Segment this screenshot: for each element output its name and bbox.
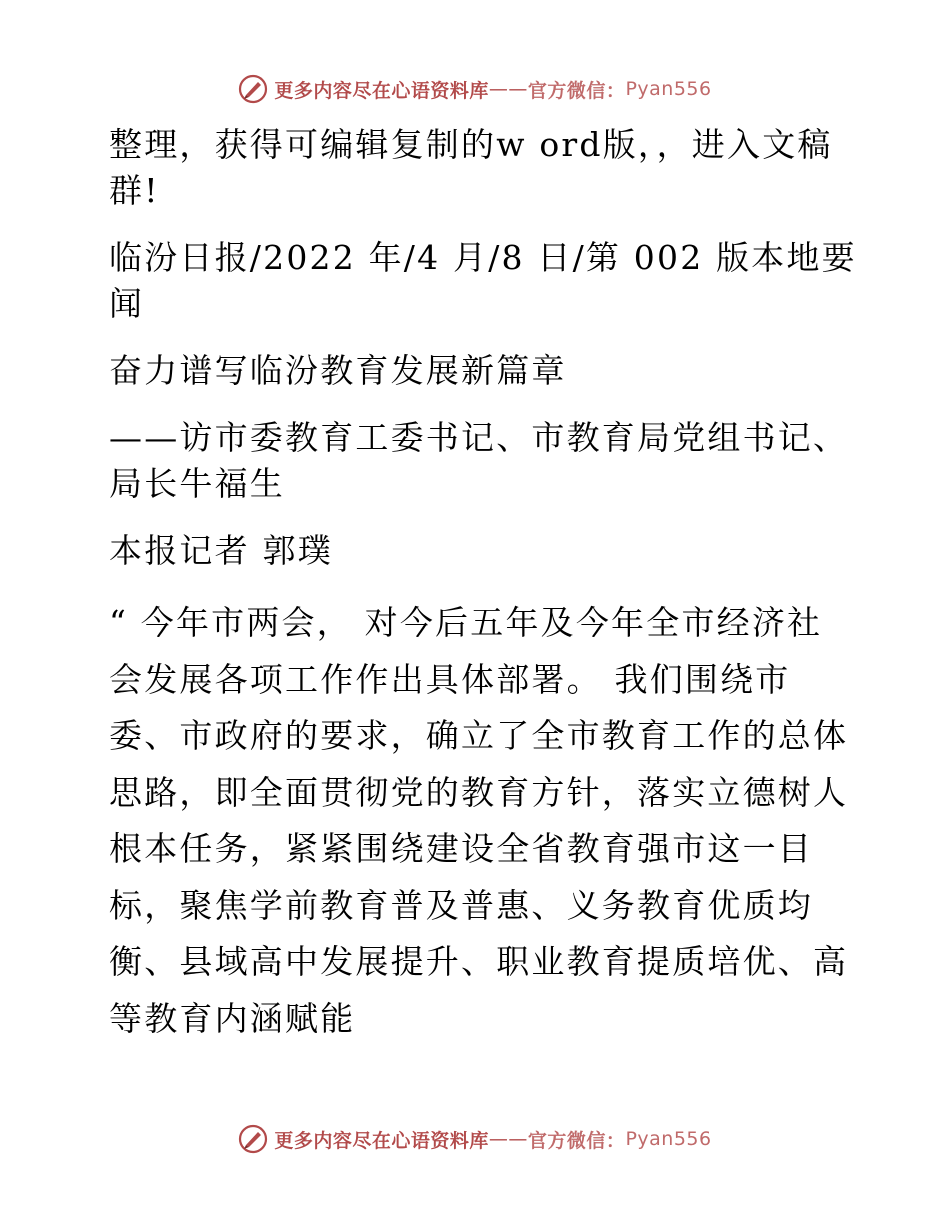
wechat-id: Pyan556	[625, 78, 712, 100]
footer-watermark-banner	[0, 1124, 950, 1154]
wechat-label: 官方微信：	[527, 1129, 626, 1152]
site-name-text: 更多内容尽在心语资料库	[274, 79, 489, 102]
quill-pen-logo-icon	[238, 74, 268, 104]
body-paragraph: “ 今年市两会， 对今后五年及今年全市经济社会发展各项工作作出具体部署。 我们围绕市委、市政府的要求，确立了全市教育工作的总体思路，即全面贯彻党的教育方针，落实立德树人根本任务，紧紧围绕建设全省教育强市这一目标，聚焦学前教育普及普惠、义务教育优质均衡、县域高中发展提升、职业教育提质培优、高等教育内涵赋能	[109, 603, 849, 1038]
wechat-label: 官方微信：	[527, 79, 626, 102]
byline: 本报记者 郭璞	[109, 531, 333, 570]
quill-pen-logo-icon	[238, 1124, 268, 1154]
document-body	[97, 122, 857, 1068]
article-subtitle: ——访市委教育工委书记、市教育局党组书记、局长牛福生	[109, 418, 849, 503]
banner-dash: ——	[488, 1128, 528, 1150]
site-name-text: 更多内容尽在心语资料库	[274, 1129, 489, 1152]
source-line: 临汾日报/2022 年/4 月/8 日/第 002 版本地要闻	[109, 238, 857, 323]
banner-dash: ——	[488, 78, 528, 100]
wechat-id: Pyan556	[625, 1128, 712, 1150]
article-title: 奋力谱写临汾教育发展新篇章	[109, 351, 567, 390]
intro-paragraph: 整理，获得可编辑复制的w ord版，，进入文稿群!	[109, 125, 833, 210]
header-watermark-banner	[0, 74, 950, 104]
